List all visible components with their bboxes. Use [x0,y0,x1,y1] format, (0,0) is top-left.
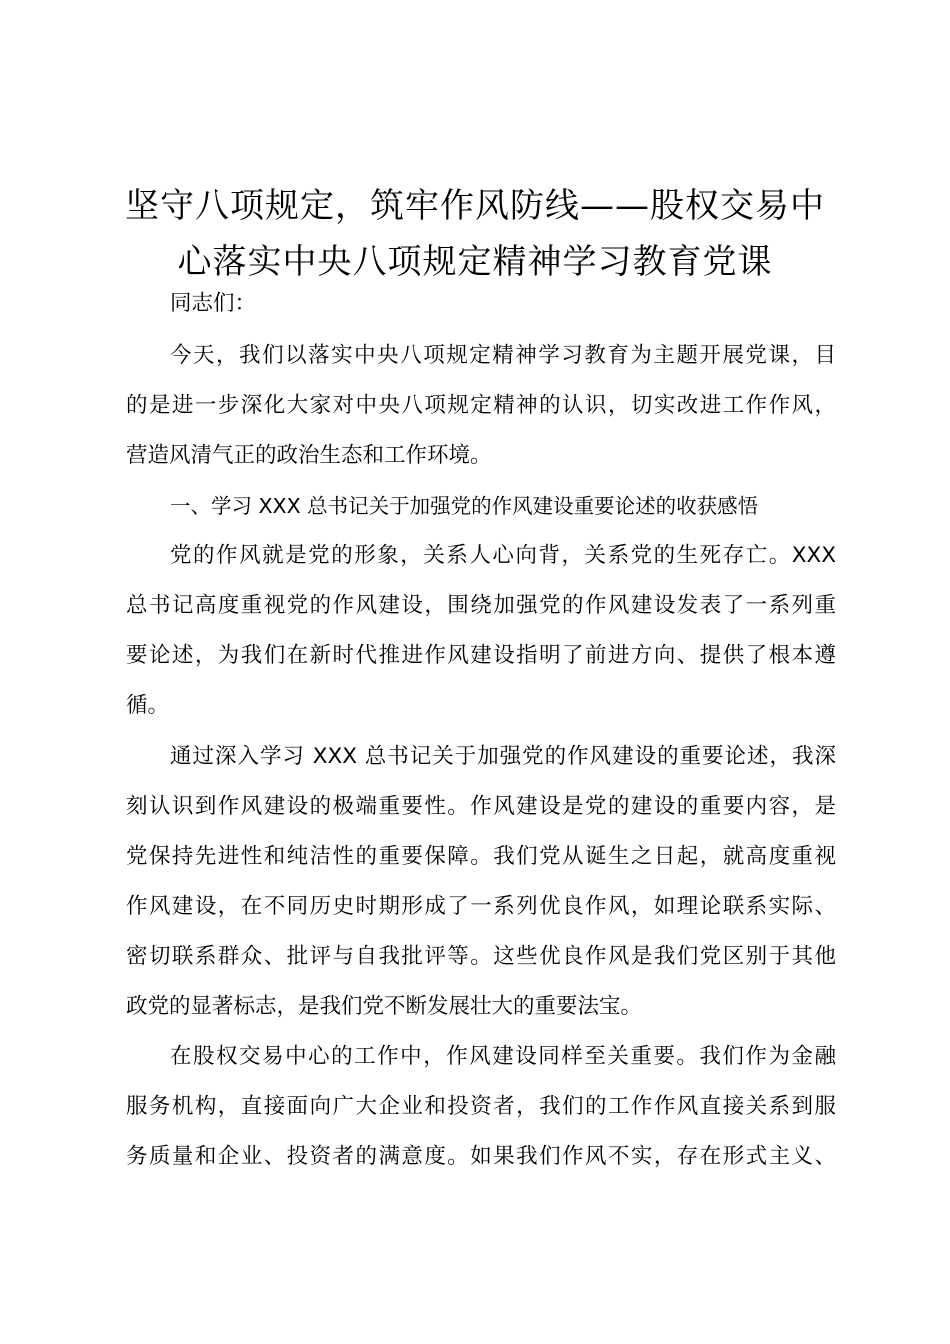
paragraph-line: 党的作风就是党的形象，关系人心向背，关系党的生死存亡。XXX [170,543,836,568]
salutation: 同志们： [170,291,257,316]
paragraph-line: 作风建设，在不同历史时期形成了一系列优良作风，如理论联系实际、 [126,894,836,919]
paragraph-line: 在股权交易中心的工作中，作风建设同样至关重要。我们作为金融 [170,1044,836,1069]
paragraph-line: 营造风清气正的政治生态和工作环境。 [126,443,492,468]
section-heading: 一、学习 XXX 总书记关于加强党的作风建设重要论述的收获感悟 [170,494,759,518]
paragraph-line: 今天，我们以落实中央八项规定精神学习教育为主题开展党课，目 [170,343,836,368]
document-title-line-1: 坚守八项规定，筑牢作风防线——股权交易中 [125,186,825,226]
paragraph-line: 的是进一步深化大家对中央八项规定精神的认识，切实改进工作作风， [126,393,836,418]
paragraph-line: 要论述，为我们在新时代推进作风建设指明了前进方向、提供了根本遵 [126,643,836,668]
paragraph-line: 服务机构，直接面向广大企业和投资者，我们的工作作风直接关系到服 [126,1094,836,1119]
paragraph-line: 总书记高度重视党的作风建设，围绕加强党的作风建设发表了一系列重 [126,593,836,618]
paragraph-line: 务质量和企业、投资者的满意度。如果我们作风不实，存在形式主义、 [126,1144,836,1169]
document-title-line-2: 心落实中央八项规定精神学习教育党课 [177,242,773,282]
paragraph-line: 通过深入学习 XXX 总书记关于加强党的作风建设的重要论述，我深 [170,744,836,769]
paragraph-line: 循。 [126,693,170,718]
paragraph-line: 密切联系群众、批评与自我批评等。这些优良作风是我们党区别于其他 [126,944,836,969]
paragraph-line: 党保持先进性和纯洁性的重要保障。我们党从诞生之日起，就高度重视 [126,844,836,869]
paragraph-line: 政党的显著标志，是我们党不断发展壮大的重要法宝。 [126,994,643,1019]
paragraph-line: 刻认识到作风建设的极端重要性。作风建设是党的建设的重要内容，是 [126,794,836,819]
